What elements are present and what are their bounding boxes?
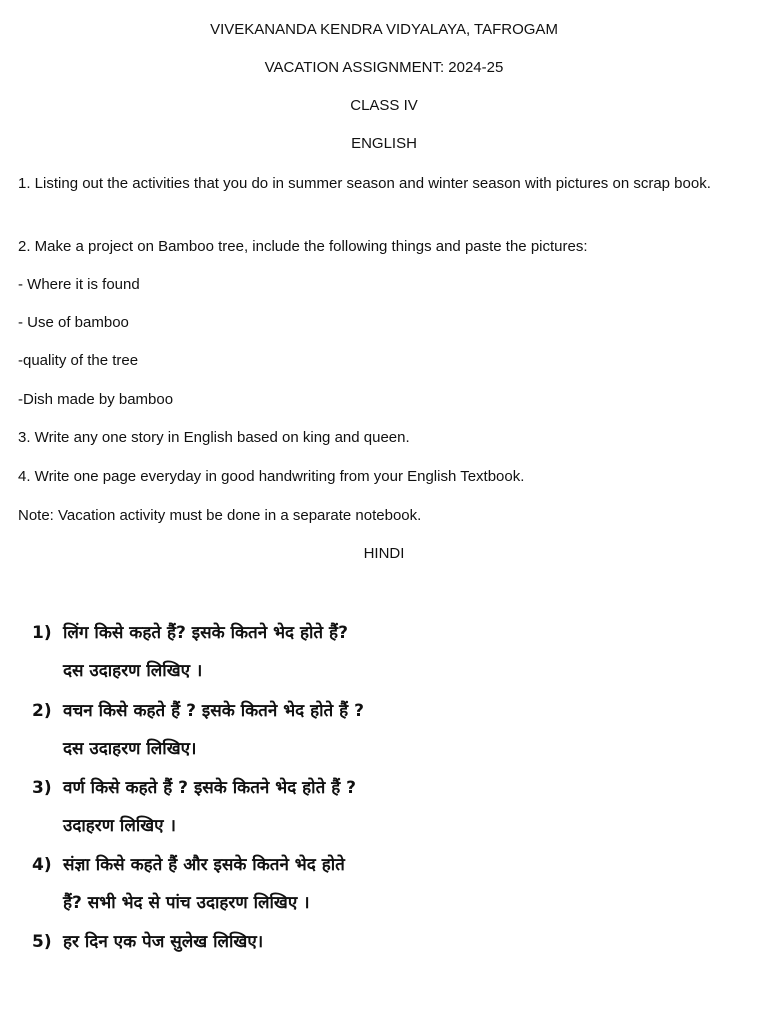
class-label: CLASS IV: [350, 97, 418, 114]
english-heading: ENGLISH: [351, 135, 417, 152]
hindi-item-number: 3): [32, 778, 52, 798]
hindi-item-line: हैं? सभी भेद से पांच उदाहरण लिखिए ।: [63, 893, 310, 913]
english-note: Note: Vacation activity must be done in a separate notebook.: [18, 507, 422, 524]
hindi-item-line: उदाहरण लिखिए ।: [63, 816, 176, 836]
english-item-2: 2. Make a project on Bamboo tree, include the following things and paste the pictures:: [18, 238, 588, 255]
hindi-item-line: दस उदाहरण लिखिए।: [63, 739, 197, 759]
hindi-item-number: 5): [32, 932, 52, 952]
hindi-heading: HINDI: [363, 545, 405, 562]
english-item-3: 3. Write any one story in English based on king and queen.: [18, 429, 410, 446]
english-item-1: 1. Listing out the activities that you do in summer season and winter season with pictures on scrap book.: [18, 175, 711, 192]
hindi-item-line: संज्ञा किसे कहते हैं और इसके कितने भेद होते: [63, 855, 345, 875]
hindi-item-number: 1): [32, 623, 52, 643]
hindi-item-line: वचन किसे कहते हैं ? इसके कितने भेद होते हैं ?: [63, 701, 364, 721]
hindi-item-number: 4): [32, 855, 52, 875]
hindi-item-line: दस उदाहरण लिखिए ।: [63, 661, 203, 681]
school-name: VIVEKANANDA KENDRA VIDYALAYA, TAFROGAM: [210, 21, 558, 38]
hindi-item-number: 2): [32, 701, 52, 721]
english-subitem-2: - Use of bamboo: [18, 314, 129, 331]
english-subitem-3: -quality of the tree: [18, 352, 139, 369]
assignment-title: VACATION ASSIGNMENT: 2024-25: [264, 59, 504, 76]
english-item-4: 4. Write one page everyday in good handwriting from your English Textbook.: [18, 468, 525, 485]
hindi-item-line: वर्ण किसे कहते हैं ? इसके कितने भेद होते हैं ?: [63, 778, 357, 798]
english-subitem-4: -Dish made by bamboo: [18, 391, 174, 408]
hindi-item-line: लिंग किसे कहते हैं? इसके कितने भेद होते हैं?: [63, 623, 348, 643]
hindi-item-line: हर दिन एक पेज सुलेख लिखिए।: [63, 932, 264, 952]
english-subitem-1: - Where it is found: [18, 276, 140, 293]
